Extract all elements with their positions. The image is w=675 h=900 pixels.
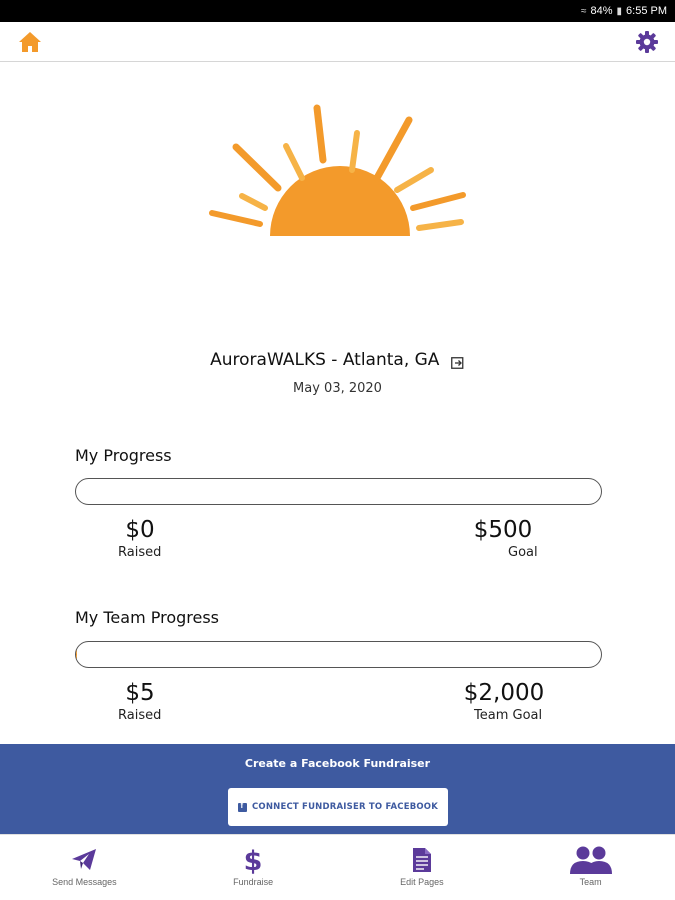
my-goal-amount: $500 bbox=[473, 517, 533, 543]
nav-label-edit-pages: Edit Pages bbox=[400, 877, 444, 887]
facebook-icon bbox=[238, 803, 247, 812]
connect-facebook-button[interactable] bbox=[228, 788, 448, 826]
nav-send-messages[interactable] bbox=[0, 835, 169, 900]
team-progress-fill bbox=[76, 642, 77, 667]
status-bar bbox=[0, 0, 675, 22]
my-goal-label: Goal bbox=[508, 545, 538, 560]
event-date: May 03, 2020 bbox=[293, 381, 382, 396]
event-name: AuroraWALKS - Atlanta, GA bbox=[210, 350, 440, 370]
nav-label-fundraise: Fundraise bbox=[233, 877, 274, 887]
facebook-banner-title: Create a Facebook Fundraiser bbox=[244, 757, 431, 770]
team-goal-amount: $2,000 bbox=[463, 680, 545, 706]
facebook-fundraiser-banner bbox=[0, 744, 675, 834]
app-header bbox=[0, 22, 675, 62]
my-progress-title: My Progress bbox=[75, 446, 172, 465]
my-progress-bar bbox=[75, 478, 602, 505]
dollar-icon bbox=[243, 845, 263, 875]
nav-label-send-messages: Send Messages bbox=[52, 877, 117, 887]
wifi-icon: ≈ bbox=[580, 5, 587, 17]
clock: 6:55 PM bbox=[626, 5, 667, 17]
document-icon bbox=[411, 847, 433, 873]
bottom-nav bbox=[0, 834, 675, 900]
nav-label-team: Team bbox=[579, 877, 602, 887]
home-button[interactable] bbox=[18, 31, 42, 53]
aurora-sun-logo bbox=[205, 100, 470, 240]
nav-edit-pages[interactable] bbox=[338, 835, 507, 900]
svg-text:$: $ bbox=[243, 846, 263, 875]
team-progress-bar bbox=[75, 641, 602, 668]
settings-button[interactable] bbox=[635, 30, 659, 54]
team-raised-amount: $5 bbox=[125, 680, 155, 706]
event-title bbox=[0, 350, 675, 370]
paper-plane-icon bbox=[71, 848, 97, 872]
home-icon bbox=[18, 31, 42, 53]
team-goal-label: Team Goal bbox=[474, 708, 543, 723]
my-raised-label: Raised bbox=[118, 545, 162, 560]
people-icon bbox=[568, 845, 614, 875]
battery-percent: 84% bbox=[590, 5, 613, 17]
my-raised-amount: $0 bbox=[125, 517, 155, 543]
battery-icon: ▮ bbox=[616, 5, 623, 17]
team-raised-label: Raised bbox=[118, 708, 162, 723]
gear-icon bbox=[635, 30, 659, 54]
exit-icon[interactable] bbox=[451, 354, 465, 366]
connect-facebook-label: CONNECT FUNDRAISER TO FACEBOOK bbox=[251, 802, 439, 812]
nav-fundraise[interactable] bbox=[169, 835, 338, 900]
team-progress-title: My Team Progress bbox=[75, 608, 220, 627]
nav-team[interactable] bbox=[506, 835, 675, 900]
